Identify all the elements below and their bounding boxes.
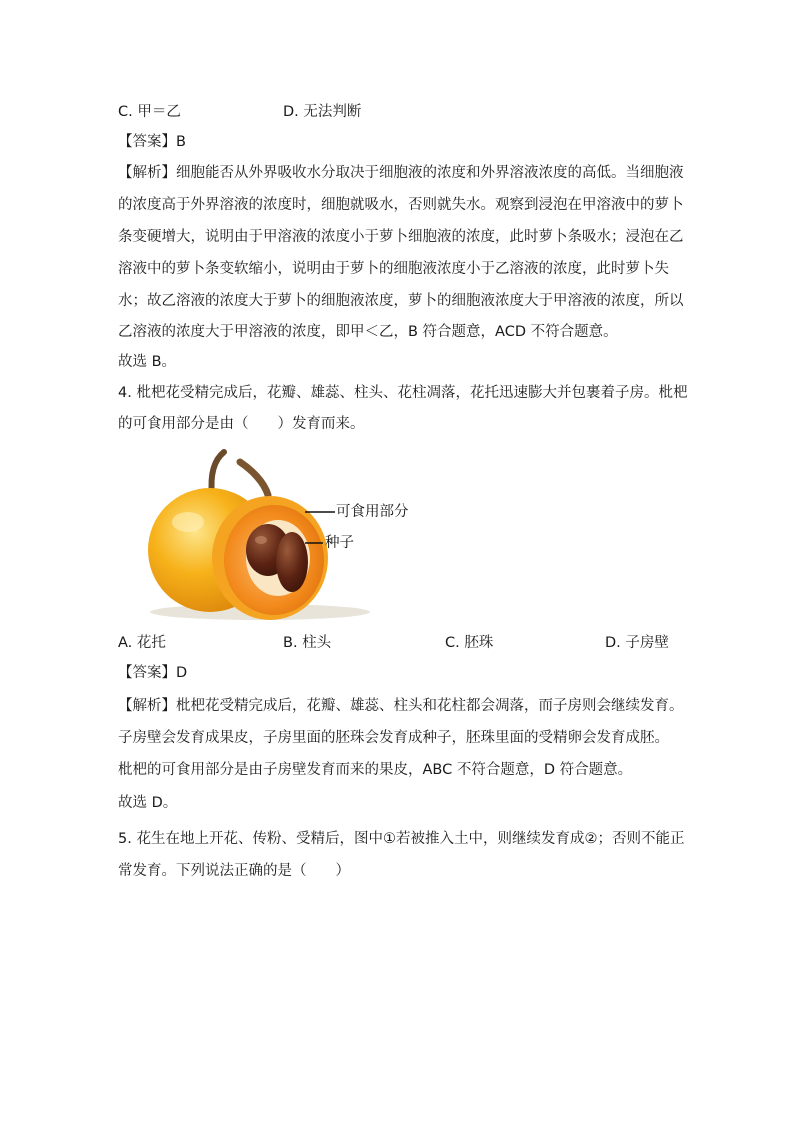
analysis-q3-line-3: 条变硬增大，说明由于甲溶液的浓度小于萝卜细胞液的浓度，此时萝卜条吸水；浸泡在乙: [118, 229, 684, 245]
analysis-q4-line-2: 子房壁会发育成果皮，子房里面的胚珠会发育成种子，胚珠里面的受精卵会发育成胚。: [118, 730, 669, 746]
analysis-q3-line-2: 的浓度高于外界溶液的浓度时，细胞就吸水，否则就失水。观察到浸泡在甲溶液中的萝卜: [118, 197, 684, 213]
option-b: B. 柱头: [283, 635, 332, 651]
option-c: C. 甲＝乙: [118, 104, 181, 120]
answer-q3: 【答案】B: [118, 134, 186, 150]
analysis-q3-line-6: 乙溶液的浓度大于甲溶液的浓度，即甲＜乙，B 符合题意，ACD 不符合题意。: [118, 324, 618, 340]
loquat-illustration: [140, 440, 430, 625]
question-5-stem-line-2: 常发育。下列说法正确的是（ ）: [118, 863, 350, 879]
question-5-stem-line-1: 5. 花生在地上开花、传粉、受精后，图中①若被推入土中，则继续发育成②；否则不能正: [118, 831, 685, 847]
option-c: C. 胚珠: [445, 635, 494, 651]
label-edible-part: 可食用部分: [336, 504, 409, 520]
analysis-q3-line-5: 水；故乙溶液的浓度大于萝卜的细胞液浓度，萝卜的细胞液浓度大于甲溶液的浓度，所以: [118, 293, 684, 309]
option-d: D. 子房壁: [605, 635, 669, 651]
option-a: A. 花托: [118, 635, 166, 651]
analysis-q3-line-4: 溶液中的萝卜条变软缩小，说明由于萝卜的细胞液浓度小于乙溶液的浓度，此时萝卜失: [118, 261, 669, 277]
analysis-q3-line-1: 【解析】细胞能否从外界吸收水分取决于细胞液的浓度和外界溶液浓度的高低。当细胞液: [118, 165, 684, 181]
loquat-figure: [140, 440, 430, 625]
label-seed: 种子: [325, 535, 354, 551]
answer-q4: 【答案】D: [118, 665, 188, 681]
conclusion-q4: 故选 D。: [118, 795, 178, 811]
option-d: D. 无法判断: [283, 104, 362, 120]
analysis-q4-line-1: 【解析】枇杷花受精完成后，花瓣、雄蕊、柱头和花柱都会凋落，而子房则会继续发育。: [118, 698, 684, 714]
question-4-stem-line-2: 的可食用部分是由（ ）发育而来。: [118, 416, 365, 432]
seed-right: [276, 532, 308, 592]
conclusion-q3: 故选 B。: [118, 354, 177, 370]
question-4-stem-line-1: 4. 枇杷花受精完成后，花瓣、雄蕊、柱头、花柱凋落，花托迅速膨大并包裹着子房。枇杷: [118, 385, 688, 401]
analysis-q4-line-3: 枇杷的可食用部分是由子房壁发育而来的果皮，ABC 不符合题意，D 符合题意。: [118, 762, 633, 778]
